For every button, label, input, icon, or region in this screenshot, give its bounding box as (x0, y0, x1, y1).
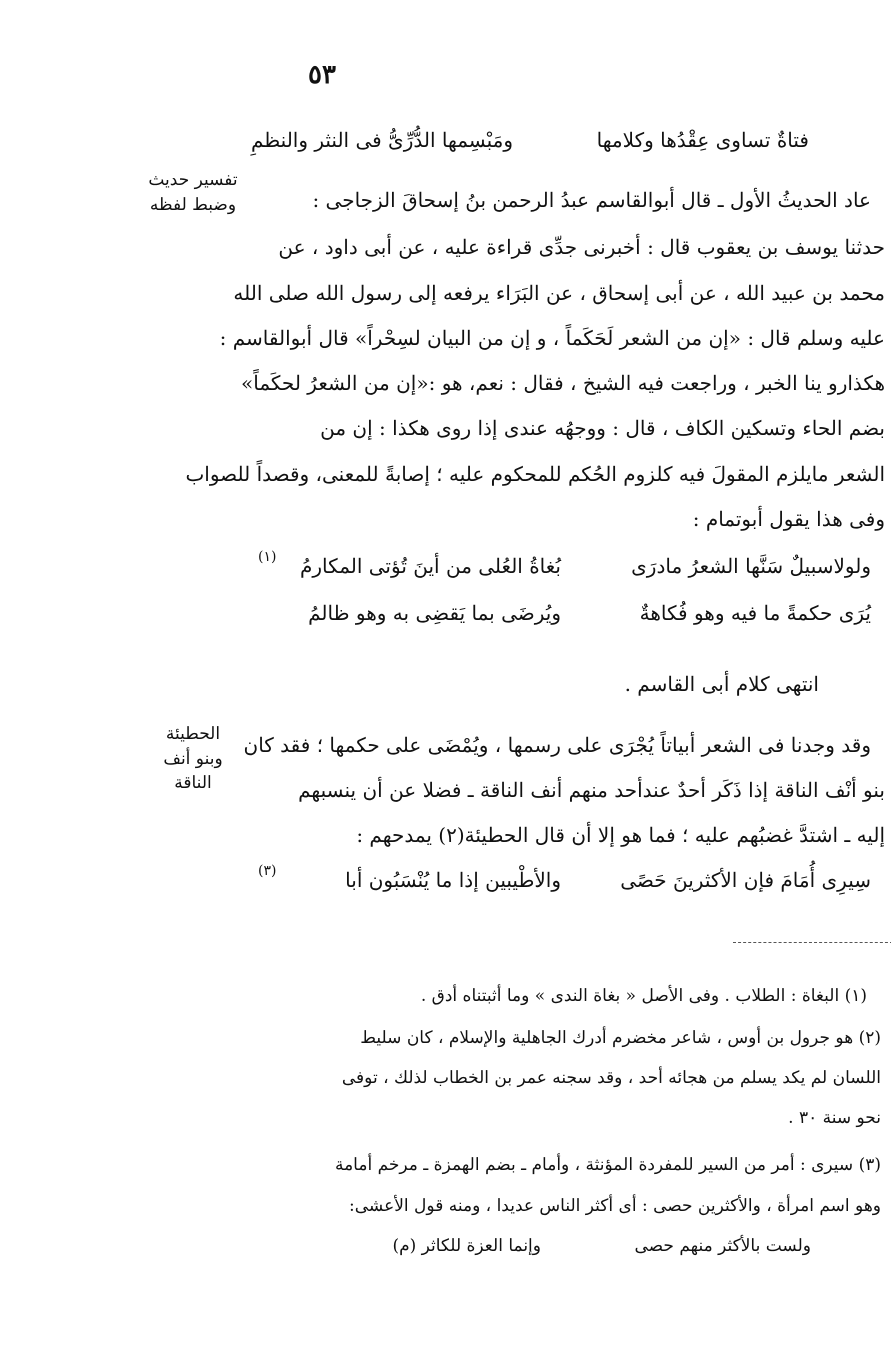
footnote-divider (733, 942, 891, 943)
footnote-3-line: وهو اسم امرأة ، والأكثرين حصى : أى أكثر الناس عديدا ، ومنه قول الأعشى: (349, 1196, 881, 1216)
footnote-2-line: نحو سنة ٣٠ . (788, 1108, 881, 1128)
verse-first-hemistich: سِيرِى أُمَامَ فإن الأكثرينَ حَصًى (620, 868, 871, 892)
opening-verse-first-hemistich: فتاةٌ تساوى عِقْدُها وكلامها (596, 128, 809, 152)
paragraph-line: إليه ـ اشتدَّ غضبُهم عليه ؛ فما هو إلا أن قال الحطيئة(٢) يمدحهم : (356, 823, 885, 847)
end-quote: انتهى كلام أبى القاسم . (624, 672, 819, 696)
footnote-verse-second-hemistich: وإنما العزة للكاثر (م) (392, 1236, 541, 1256)
verse-first-hemistich: ولولاسبيلٌ سَنَّها الشعرُ مادرَى (631, 554, 871, 578)
page-number: ٥٣ (308, 60, 336, 90)
footnote-2-line: (٢) هو جرول بن أوس ، شاعر مخضرم أدرك الجاهلية والإسلام ، كان سليط (360, 1028, 881, 1048)
paragraph-line: هكذارو ينا الخبر ، وراجعت فيه الشيخ ، فقال : نعم، هو :«إن من الشعرُ لحكَماً» (240, 371, 885, 395)
paragraph-line: وقد وجدنا فى الشعر أبياتاً يُجْرَى على رسمها ، ويُمْضَى على حكمها ؛ فقد كان (243, 733, 871, 757)
verse-second-hemistich: والأطْيبين إذا ما يُنْسَبُون أبا (345, 868, 561, 892)
footnote-marker: (٣) (258, 863, 277, 879)
paragraph-line: حدثنا يوسف بن يعقوب قال : أخبرنى جدِّى قراءة عليه ، عن أبى داود ، عن (278, 235, 885, 259)
verse-second-hemistich: بُغاةُ العُلى من أينَ تُؤتى المكارمُ (300, 554, 561, 578)
margin-note-hadith: تفسير حديث وضبط لفظه (148, 170, 238, 215)
opening-verse-second-hemistich: ومَبْسِمها الدُّرِّىُّ فى النثر والنظمِ (250, 128, 513, 152)
paragraph-line: محمد بن عبيد الله ، عن أبى إسحاق ، عن البَرَاء يرفعه إلى رسول الله صلى الله (233, 281, 885, 305)
footnote-verse-first-hemistich: ولست بالأكثر منهم حصى (634, 1236, 811, 1256)
paragraph-line: بنو أنْف الناقة إذا ذَكَر أحدٌ عندأحد منهم أنف الناقة ـ فضلا عن أن ينسبهم (298, 778, 885, 802)
paragraph-line: عاد الحديثُ الأول ـ قال أبوالقاسم عبدُ الرحمن بنُ إسحاقَ الزجاجى : (312, 188, 871, 212)
verse-first-hemistich: يُرَى حكمةً ما فيه وهو فُكاهةٌ (639, 601, 871, 625)
footnote-marker: (١) (258, 549, 277, 565)
paragraph-line: وفى هذا يقول أبوتمام : (692, 507, 885, 531)
footnote-1: (١) البغاة : الطلاب . وفى الأصل « بغاة الندى » وما أثبتناه أدق . (420, 986, 867, 1006)
footnote-2-line: اللسان لم يكد يسلم من هجائه أحد ، وقد سجنه عمر بن الخطاب لذلك ، توفى (341, 1068, 881, 1088)
paragraph-line: بضم الحاء وتسكين الكاف ، قال : ووجهُه عندى إذا روى هكذا : إن من (320, 416, 885, 440)
paragraph-line: عليه وسلم قال : «إن من الشعر لَحَكَماً ، و إن من البيان لسِحْراً» قال أبوالقاسم : (219, 326, 885, 350)
footnote-3-line: (٣) سيرى : أمر من السير للمفردة المؤنثة ، وأمام ـ بضم الهمزة ـ مرخم أمامة (334, 1155, 881, 1175)
paragraph-line: الشعر مايلزم المقولَ فيه كلزوم الحُكم للمحكوم عليه ؛ إصابةً للمعنى، وقصداً للصواب (185, 462, 885, 486)
margin-note-hutaya: الحطيئة وبنو أنف الناقة (163, 724, 223, 794)
verse-second-hemistich: ويُرضَى بما يَقضِى به وهو ظالمُ (308, 601, 561, 625)
